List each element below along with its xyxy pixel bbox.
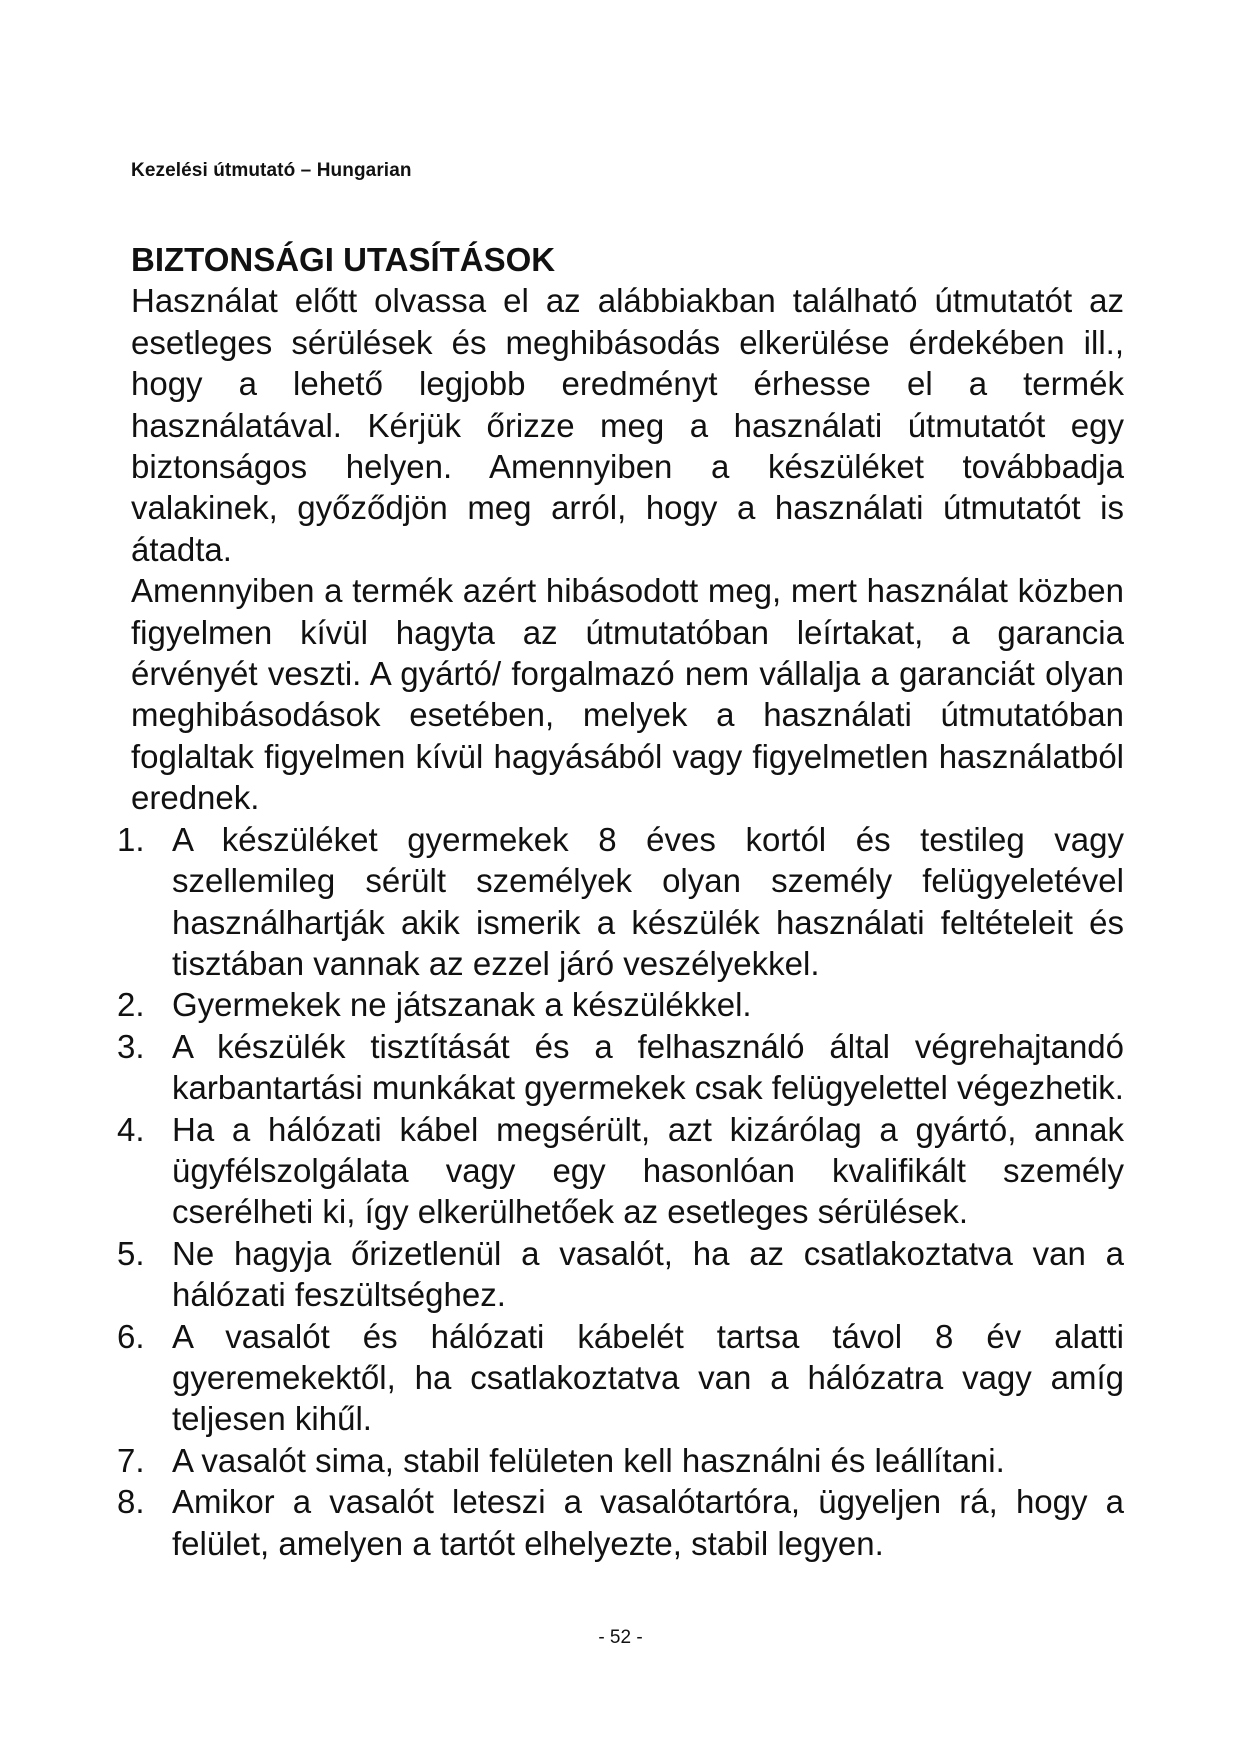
list-item [117,1481,1124,1564]
list-item [117,984,1124,1025]
list-item [117,1109,1124,1233]
list-item [117,1316,1124,1440]
warranty-paragraph: Amennyiben a termék azért hibásodott meg, mert használat közben figyelmen kívül hagyta az útmutatóban leírtakat, a garancia érvényét veszti. A gyártó/ forgalmazó nem vállalja a garanciát olyan meghibásodások esetében, melyek a használati útmutatóban foglaltak figyelmen kívül hagyásából vagy figyelmetlen használatból erednek. [131,572,1124,817]
safety-instructions-list [117,819,1124,1564]
list-item-number: 8. [117,1483,145,1521]
list-item [117,1440,1124,1481]
list-item-number: 5. [117,1234,145,1272]
list-item-number: 3. [117,1027,145,1065]
list-item-number: 2. [117,986,145,1024]
running-header: Kezelési útmutató – Hungarian [131,160,412,181]
list-item-text: Amikor a vasalót leteszi a vasalótartóra, ügyeljen rá, hogy a felület, amelyen a tartót elhelyezte, stabil legyen. [172,1483,1124,1562]
list-item-text: A vasalót és hálózati kábelét tartsa távol 8 év alatti gyeremekektől, ha csatlakoztatva van a hálózatra vagy amíg teljesen kihűl. [172,1317,1124,1438]
list-item-text: A vasalót sima, stabil felületen kell használni és leállítani. [172,1441,1005,1479]
list-item [117,1026,1124,1109]
list-item-text: Ne hagyja őrizetlenül a vasalót, ha az csatlakoztatva van a hálózati feszültséghez. [172,1234,1124,1314]
list-item-number: 6. [117,1317,145,1355]
list-item-number: 4. [117,1110,145,1148]
page-number: - 52 - [598,1627,643,1648]
list-item-text: A készülék tisztítását és a felhasználó által végrehajtandó karbantartási munkákat gyermekek csak felügyelettel végezhetik. [172,1027,1124,1107]
safety-section [117,239,1124,1564]
list-item-number: 7. [117,1441,145,1479]
list-item [117,1233,1124,1316]
intro-paragraph: Használat előtt olvassa el az alábbiakban található útmutatót az esetleges sérülések és meghibásodás elkerülése érdekében ill., hogy a lehető legjobb eredményt érhesse el a termék használatával. Kérjük őrizze meg a használati útmutatót egy biztonságos helyen. Amennyiben a készüléket továbbadja valakinek, győződjön meg arról, hogy a használati útmutatót is átadta. [131,282,1124,568]
list-item-text: A készüléket gyermekek 8 éves kortól és testileg vagy szellemileg sérült személyek olyan személy felügyeletével használhartják akik ismerik a készülék használati feltételeit és tisztában vannak az ezzel járó veszélyekkel. [172,820,1124,982]
list-item [117,819,1124,985]
list-item-text: Gyermekek ne játszanak a készülékkel. [172,986,752,1024]
list-item-text: Ha a hálózati kábel megsérült, azt kizárólag a gyártó, annak ügyfélszolgálata vagy egy hasonlóan kvalifikált személy cserélheti ki, így elkerülhetőek az esetleges sérülések. [172,1110,1124,1231]
list-item-number: 1. [117,820,145,858]
section-title: BIZTONSÁGI UTASÍTÁSOK [131,241,556,278]
